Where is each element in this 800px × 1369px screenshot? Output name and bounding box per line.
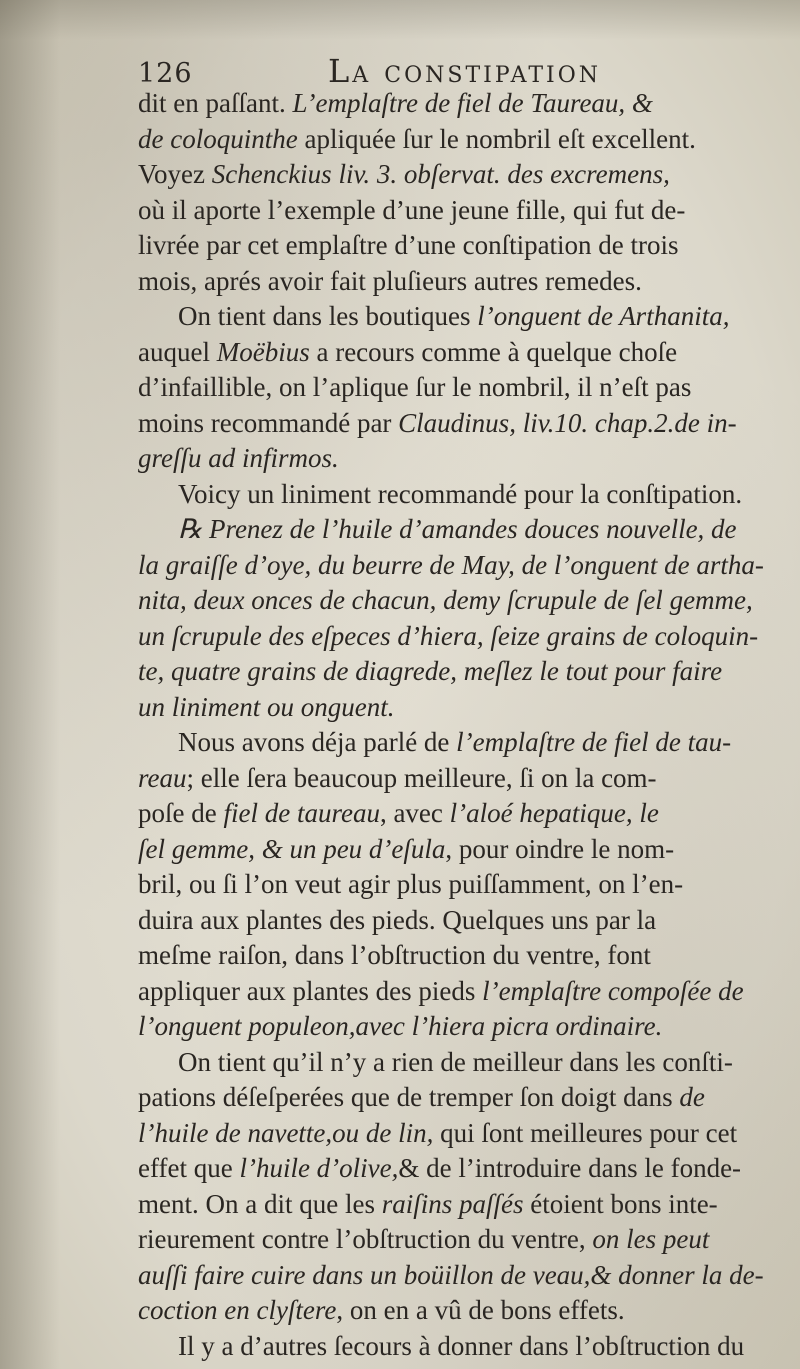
italic-text: te, quatre grains de diagrede, meſlez le tout pour faire — [138, 656, 723, 686]
italic-text: ſel gemme, & un peu d’eſula — [138, 833, 446, 864]
text-line — [138, 299, 790, 335]
roman-text: Nous avons déja parlé de — [178, 727, 457, 757]
roman-text: meſme raiſon, dans l’obſtruction du ventre, font — [138, 940, 651, 970]
roman-text: qui ſont meilleures pour cet — [433, 1117, 738, 1148]
text-line — [138, 1329, 790, 1365]
text-line — [138, 335, 790, 371]
roman-text: étoient bons inte- — [523, 1188, 718, 1219]
roman-text: mois, aprés avoir fait pluſieurs autres remedes. — [138, 265, 642, 296]
italic-text: nita, deux onces de chacun, demy ſcrupule de ſel gemme, — [138, 585, 753, 615]
text-line — [138, 122, 790, 158]
text-line — [138, 477, 790, 513]
italic-text: Moëbius — [216, 336, 310, 367]
text-line — [138, 583, 790, 619]
text-line — [138, 619, 790, 655]
italic-text: la graiſſe d’oye, du beurre de May, de l’onguent de artha- — [138, 549, 764, 580]
italic-text: l’onguent populeon,avec l’hiera picra ordinaire. — [138, 1011, 663, 1041]
text-line — [138, 193, 790, 229]
roman-text: appliquer aux plantes des pieds — [138, 975, 483, 1006]
text-line — [138, 761, 790, 797]
roman-text: livrée par cet emplaſtre d’une conſtipation de trois — [138, 230, 679, 260]
text-line — [138, 406, 790, 442]
roman-text: , on en a vû de bons effets. — [336, 1295, 625, 1325]
page-shadow-left — [0, 0, 60, 1369]
italic-text: fiel de taureau — [223, 798, 380, 828]
text-line — [138, 938, 790, 974]
text-line — [138, 1045, 790, 1081]
roman-text: Voicy un liniment recommandé pour la conſtipation. — [178, 478, 743, 509]
text-line — [138, 690, 790, 726]
roman-text: duira aux plantes des pieds. Quelques uns par la — [138, 904, 657, 935]
text-line — [138, 867, 790, 903]
text-line — [138, 86, 790, 122]
italic-text: l’emplaſtre de fiel de tau- — [456, 727, 732, 757]
italic-text: raiſins paſſés — [381, 1188, 524, 1219]
italic-text: l’onguent de Arthanita, — [477, 301, 730, 331]
text-line — [138, 512, 790, 548]
text-line — [138, 654, 790, 690]
text-line — [138, 974, 790, 1010]
page-number: 126 — [138, 58, 193, 89]
italic-text: de coloquinthe — [138, 123, 298, 154]
text-line — [138, 1258, 790, 1294]
roman-text: poſe de — [138, 798, 224, 828]
italic-text: l’huile d’olive, — [239, 1153, 399, 1183]
text-line — [138, 228, 790, 264]
text-line — [138, 1187, 790, 1223]
italic-text: auſſi faire cuire dans un boüillon de veau,& donner la de- — [138, 1259, 764, 1290]
roman-text: Il y a d’autres ſecours à donner dans l’obſtruction du — [178, 1330, 745, 1361]
italic-text: Claudinus, liv.10. chap.2.de in- — [398, 407, 737, 438]
italic-text: coction en clyſtere — [138, 1295, 337, 1325]
italic-text: l’emplaſtre compoſée de — [482, 975, 744, 1006]
text-line — [138, 1293, 790, 1329]
italic-text: l’huile de navette,ou de lin, — [138, 1117, 434, 1148]
roman-text: On tient dans les boutiques — [178, 301, 478, 331]
italic-text: greſſu ad infirmos. — [138, 443, 339, 473]
text-line — [138, 548, 790, 584]
roman-text: On tient qu’il n’y a rien de meilleur dans les conſti- — [178, 1046, 733, 1077]
roman-text: , avec — [379, 798, 450, 828]
roman-text: , pour oindre le nom- — [445, 833, 675, 864]
italic-text: on les peut — [592, 1224, 710, 1254]
roman-text: ; elle ſera beaucoup meilleure, ſi on la com- — [186, 762, 657, 793]
text-line — [138, 1151, 790, 1187]
roman-text: pations déſeſperées que de tremper ſon doigt dans — [138, 1082, 680, 1112]
text-line — [138, 1222, 790, 1258]
roman-text: dit en paſſant. — [138, 88, 293, 118]
roman-text: & de l’introduire dans le fonde- — [398, 1153, 742, 1183]
roman-text: Voyez — [138, 159, 212, 189]
roman-text: moins recommandé par — [138, 407, 399, 438]
text-line — [138, 264, 790, 300]
roman-text: rieurement contre l’obſtruction du ventre, — [138, 1224, 593, 1254]
text-line — [138, 903, 790, 939]
text-line — [138, 725, 790, 761]
body-text — [138, 86, 790, 1364]
text-line — [138, 1080, 790, 1116]
running-title: La constipation — [328, 52, 601, 90]
italic-text: de — [679, 1082, 705, 1112]
roman-text: bril, ou ſi l’on veut agir plus puiſſamment, on l’en- — [138, 869, 684, 899]
text-line — [138, 796, 790, 832]
italic-text: L’emplaſtre de fiel de Taureau, & — [292, 88, 653, 118]
text-line — [138, 1009, 790, 1045]
italic-text: reau — [138, 762, 187, 793]
text-line — [138, 1116, 790, 1152]
page-shadow-top — [0, 0, 800, 40]
italic-text: Schenckius liv. 3. obſervat. des excremens, — [211, 159, 670, 189]
italic-text: ℞ Prenez de l’huile d’amandes douces nouvelle, de — [178, 514, 737, 544]
text-line — [138, 441, 790, 477]
text-line — [138, 157, 790, 193]
roman-text: où il aporte l’exemple d’une jeune fille, qui fut de- — [138, 194, 686, 225]
italic-text: un ſcrupule des eſpeces d’hiera, ſeize grains de coloquin- — [138, 620, 759, 651]
italic-text: un liniment ou onguent. — [138, 691, 395, 722]
roman-text: ment. On a dit que les — [138, 1188, 382, 1219]
roman-text: d’infaillible, on l’aplique ſur le nombril, il n’eſt pas — [138, 372, 692, 402]
roman-text: auquel — [138, 336, 217, 367]
roman-text: apliquée ſur le nombril eſt excellent. — [297, 123, 696, 154]
text-line — [138, 832, 790, 868]
roman-text: effet que — [138, 1153, 240, 1183]
text-line — [138, 370, 790, 406]
roman-text: a recours comme à quelque choſe — [309, 336, 678, 367]
italic-text: l’aloé hepatique, le — [449, 798, 659, 828]
